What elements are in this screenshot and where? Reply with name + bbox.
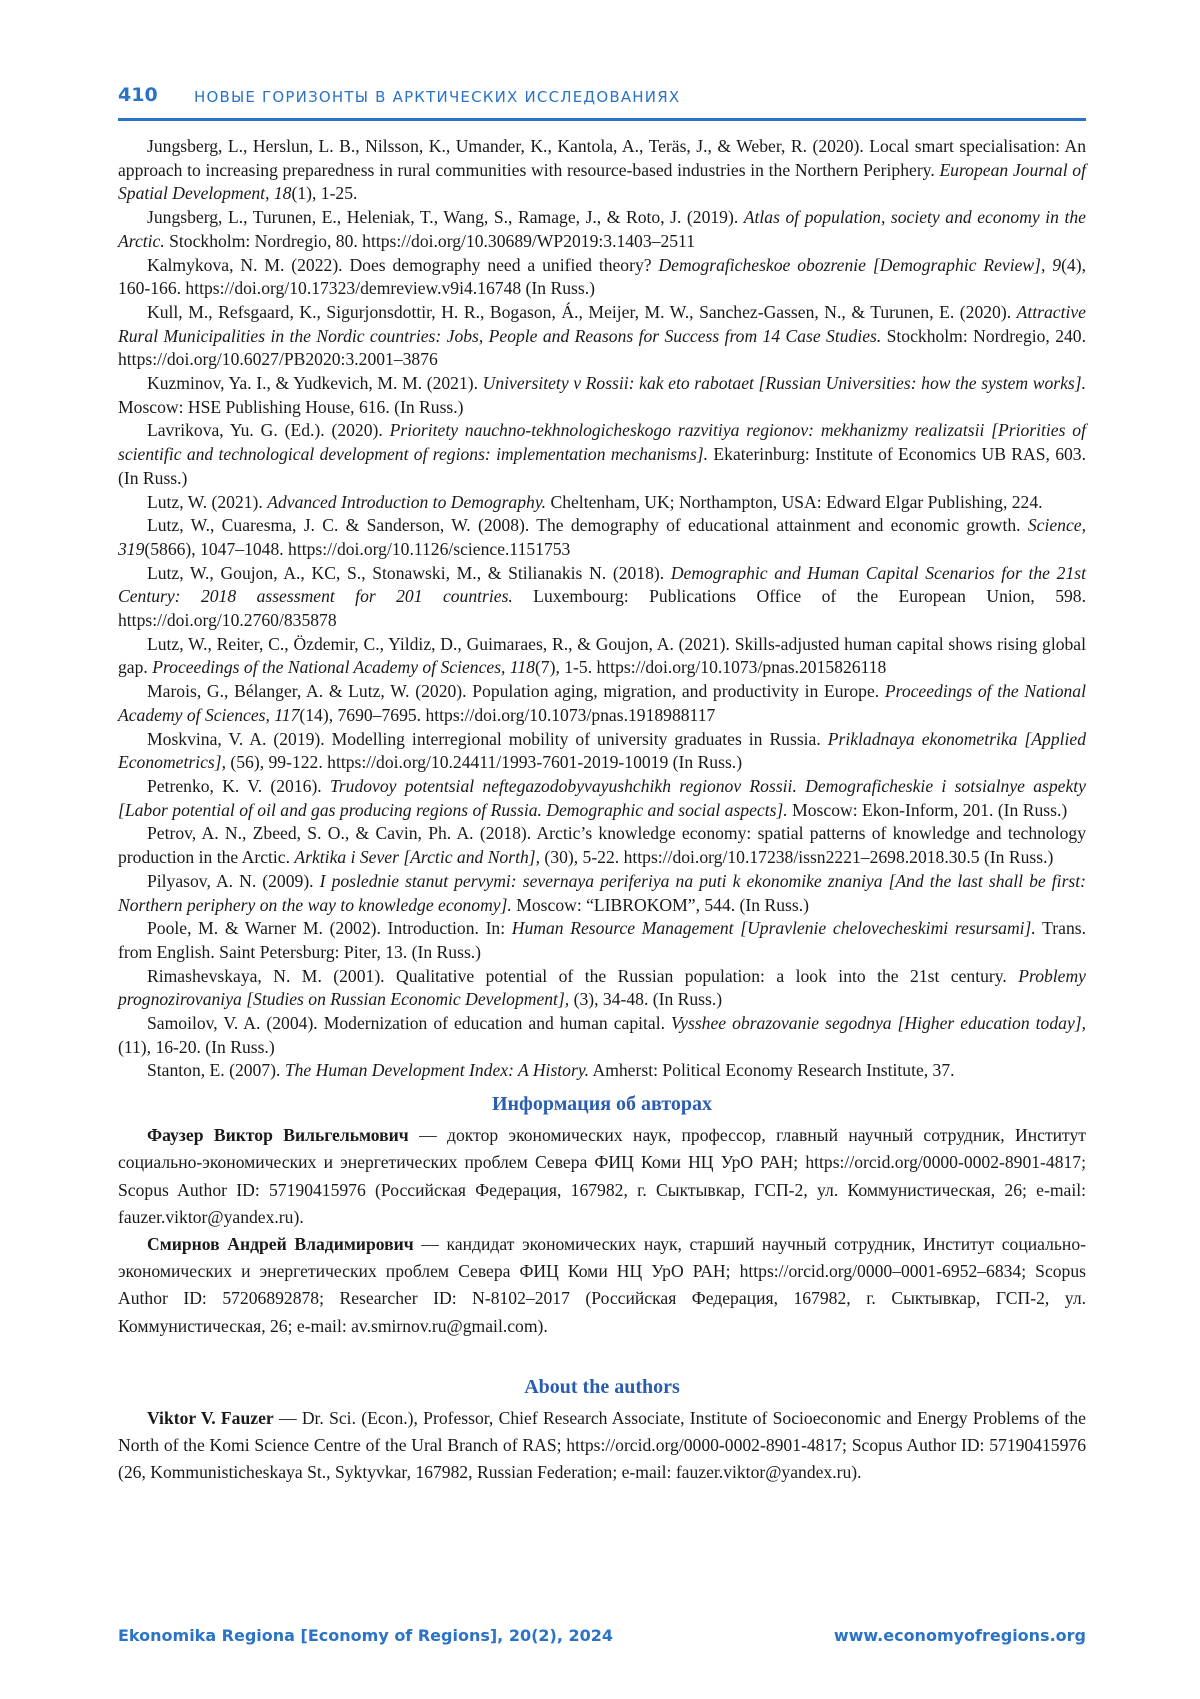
reference-text: Lavrikova, Yu. G. (Ed.). (2020). [147, 420, 390, 440]
reference-details: Amherst: Political Economy Research Institute, 37. [589, 1060, 955, 1080]
author-name: Viktor V. Fauzer [147, 1408, 274, 1428]
reference-details: Moscow: HSE Publishing House, 616. (In Russ.) [118, 397, 464, 417]
author-name: Смирнов Андрей Владимирович [147, 1234, 414, 1254]
reference-item [118, 135, 1086, 206]
reference-text: Lutz, W., Reiter, C., Özdemir, C., Yildiz, D., Guimaraes, R., & Goujon, A. (2021). Skills-adjusted human capital shows rising global gap. [118, 634, 1086, 678]
reference-details: Luxembourg: Publications Office of the European Union, 598. https://doi.org/10.2760/835878 [118, 586, 1086, 630]
reference-details: (14), 7690–7695. https://doi.org/10.1073/pnas.1918988117 [299, 705, 715, 725]
reference-source: Problemy prognozirovaniya [Studies on Russian Economic Development], [118, 966, 1086, 1010]
reference-details: (7), 1-5. https://doi.org/10.1073/pnas.2015826118 [535, 657, 886, 677]
reference-source: Prikladnaya ekonometrika [Applied Econometrics], [118, 729, 1086, 773]
page-content [118, 135, 1086, 1486]
reference-text: Poole, M. & Warner M. (2002). Introduction. In: [147, 918, 512, 938]
reference-text: Kuzminov, Ya. I., & Yudkevich, M. M. (2021). [147, 373, 483, 393]
reference-source: Atlas of population, society and economy in the Arctic. [118, 207, 1086, 251]
author-details: — кандидат экономических наук, старший научный сотрудник, Институт социально-экономических и энергетических проблем Севера ФИЦ Коми НЦ УрО РАН; https://orcid.org/0000–0001-6952–6834; Scopus Author ID: 57206892878; Researcher ID: N-8102–2017 (Российская Федерация, 167982, г. Сыктывкар, ГСП-2, ул. Коммунистическая, 26; e-mail: av.smirnov.ru@gmail.com). [118, 1234, 1086, 1336]
reference-item [118, 254, 1086, 301]
author-entry [118, 1405, 1086, 1487]
reference-item [118, 562, 1086, 633]
reference-item [118, 491, 1086, 515]
reference-text: Lutz, W., Goujon, A., KC, S., Stonawski, M., & Stilianakis N. (2018). [147, 563, 671, 583]
reference-source: Prioritety nauchno-tekhnologicheskogo razvitiya regionov: mekhanizmy realizatsii [Priorities of scientific and technological development of regions: implementation mechanisms]. [118, 420, 1086, 464]
reference-details: Ekaterinburg: Institute of Economics UB RAS, 603. (In Russ.) [118, 444, 1086, 488]
author-details: — доктор экономических наук, профессор, главный научный сотрудник, Институт социально-экономических и энергетических проблем Севера ФИЦ Коми НЦ УрО РАН; https://orcid.org/0000-0002-8901-4817; Scopus Author ID: 57190415976 (Российская Федерация, 167982, г. Сыктывкар, ГСП-2, ул. Коммунистическая, 26; e-mail: fauzer.viktor@yandex.ru). [118, 1125, 1086, 1227]
reference-item [118, 680, 1086, 727]
reference-source: Universitety v Rossii: kak eto rabotaet [Russian Universities: how the system works]. [483, 373, 1086, 393]
reference-item [118, 822, 1086, 869]
reference-source: Demograficheskoe obozrenie [Demographic Review], 9 [658, 255, 1061, 275]
reference-item [118, 301, 1086, 372]
reference-text: Kalmykova, N. M. (2022). Does demography need a unified theory? [147, 255, 658, 275]
reference-text: Samoilov, V. A. (2004). Modernization of education and human capital. [147, 1013, 671, 1033]
reference-source: Attractive Rural Municipalities in the Nordic countries: Jobs, People and Reasons for Success from 14 Case Studies. [118, 302, 1086, 346]
reference-item [118, 633, 1086, 680]
reference-source: European Journal of Spatial Development, 18 [118, 160, 1086, 204]
reference-source: Human Resource Management [Upravlenie chelovecheskimi resursami]. [512, 918, 1036, 938]
reference-text: Jungsberg, L., Turunen, E., Heleniak, T., Wang, S., Ramage, J., & Roto, J. (2019). [147, 207, 744, 227]
reference-details: (4), 160-166. https://doi.org/10.17323/demreview.v9i4.16748 (In Russ.) [118, 255, 1086, 299]
author-entry [118, 1231, 1086, 1340]
reference-details: Cheltenham, UK; Northampton, USA: Edward Elgar Publishing, 224. [546, 492, 1042, 512]
reference-item [118, 514, 1086, 561]
reference-source: Demographic and Human Capital Scenarios for the 21st Century: 2018 assessment for 201 countries. [118, 563, 1086, 607]
reference-details: (1), 1-25. [291, 183, 357, 203]
reference-source: Proceedings of the National Academy of Sciences, 117 [118, 681, 1086, 725]
reference-source: Science, 319 [118, 515, 1086, 559]
reference-text: Pilyasov, A. N. (2009). [147, 871, 320, 891]
reference-text: Lutz, W., Cuaresma, J. C. & Sanderson, W. (2008). The demography of educational attainment and economic growth. [147, 515, 1028, 535]
author-entry [118, 1122, 1086, 1231]
reference-details: Moscow: Ekon-Inform, 201. (In Russ.) [788, 800, 1068, 820]
reference-details: Stockholm: Nordregio, 240. https://doi.org/10.6027/PB2020:3.2001–3876 [118, 326, 1086, 370]
reference-text: Petrov, A. N., Zbeed, S. O., & Cavin, Ph. A. (2018). Arctic’s knowledge economy: spatial patterns of knowledge and technology production in the Arctic. [118, 823, 1086, 867]
reference-text: Kull, M., Refsgaard, K., Sigurjonsdottir, H. R., Bogason, Á., Meijer, M. W., Sanchez-Gassen, N., & Turunen, E. (2020). [147, 302, 1017, 322]
reference-item [118, 1059, 1086, 1083]
reference-item [118, 206, 1086, 253]
reference-source: Arktika i Sever [Arctic and North], [294, 847, 540, 867]
reference-text: Lutz, W. (2021). [147, 492, 267, 512]
reference-item [118, 1012, 1086, 1059]
footer-website-link[interactable]: www.economyofregions.org [834, 1626, 1086, 1645]
page-number: 410 [118, 84, 158, 106]
reference-text: Stanton, E. (2007). [147, 1060, 285, 1080]
reference-item [118, 965, 1086, 1012]
reference-source: Trudovoy potentsial neftegazodobyvayushchikh regionov Rossii. Demograficheskie i sotsialnye aspekty [Labor potential of oil and gas producing regions of Russia. Demographic and social aspects]. [118, 776, 1086, 820]
reference-item [118, 419, 1086, 490]
authors-info-heading: Информация об авторах [118, 1093, 1086, 1116]
reference-item [118, 728, 1086, 775]
reference-text: Rimashevskaya, N. M. (2001). Qualitative potential of the Russian population: a look into the 21st century. [147, 966, 1018, 986]
reference-item [118, 775, 1086, 822]
reference-details: Trans. from English. Saint Petersburg: Piter, 13. (In Russ.) [118, 918, 1086, 962]
reference-source: Proceedings of the National Academy of Sciences, 118 [152, 657, 535, 677]
footer-citation: Ekonomika Regiona [Economy of Regions], 20(2), 2024 [118, 1626, 613, 1645]
author-details: — Dr. Sci. (Econ.), Professor, Chief Research Associate, Institute of Socioeconomic and Energy Problems of the North of the Komi Science Centre of the Ural Branch of RAS; https://orcid.org/0000-0002-8901-4817; Scopus Author ID: 57190415976 (26, Kommunisticheskaya St., Syktyvkar, 167982, Russian Federation; e-mail: fauzer.viktor@yandex.ru). [118, 1408, 1086, 1482]
authors-info-en [118, 1405, 1086, 1487]
reference-text: Jungsberg, L., Herslun, L. B., Nilsson, K., Umander, K., Kantola, A., Teräs, J., & Weber, R. (2020). Local smart specialisation: An approach to increasing preparedness in rural communities with resource-based industries in the Northern Periphery. [118, 136, 1086, 180]
reference-text: Petrenko, K. V. (2016). [147, 776, 330, 796]
author-name: Фаузер Виктор Вильгельмович [147, 1125, 409, 1145]
reference-details: (5866), 1047–1048. https://doi.org/10.1126/science.1151753 [144, 539, 570, 559]
reference-details: (3), 34-48. (In Russ.) [569, 989, 722, 1009]
reference-details: (56), 99-122. https://doi.org/10.24411/1993-7601-2019-10019 (In Russ.) [226, 752, 742, 772]
reference-text: Moskvina, V. A. (2019). Modelling interregional mobility of university graduates in Russia. [147, 729, 828, 749]
reference-item [118, 372, 1086, 419]
reference-list [118, 135, 1086, 1083]
reference-details: (30), 5-22. https://doi.org/10.17238/issn2221–2698.2018.30.5 (In Russ.) [540, 847, 1053, 867]
reference-text: Marois, G., Bélanger, A. & Lutz, W. (2020). Population aging, migration, and productivity in Europe. [147, 681, 885, 701]
page-header [118, 82, 1086, 121]
reference-details: Stockholm: Nordregio, 80. https://doi.org/10.30689/WP2019:3.1403–2511 [165, 231, 695, 251]
reference-item [118, 870, 1086, 917]
reference-source: Vysshee obrazovanie segodnya [Higher education today], [671, 1013, 1086, 1033]
running-title: НОВЫЕ ГОРИЗОНТЫ В АРКТИЧЕСКИХ ИССЛЕДОВАНИЯХ [194, 88, 680, 106]
reference-details: Moscow: “LIBROKOM”, 544. (In Russ.) [512, 895, 809, 915]
authors-info-ru [118, 1122, 1086, 1340]
reference-item [118, 917, 1086, 964]
about-authors-heading: About the authors [118, 1376, 1086, 1399]
reference-details: (11), 16-20. (In Russ.) [118, 1037, 275, 1057]
reference-source: The Human Development Index: A History. [285, 1060, 589, 1080]
reference-source: I poslednie stanut pervymi: severnaya periferiya na puti k ekonomike znaniya [And the last shall be first: Northern periphery on the way to knowledge economy]. [118, 871, 1086, 915]
reference-source: Advanced Introduction to Demography. [267, 492, 546, 512]
